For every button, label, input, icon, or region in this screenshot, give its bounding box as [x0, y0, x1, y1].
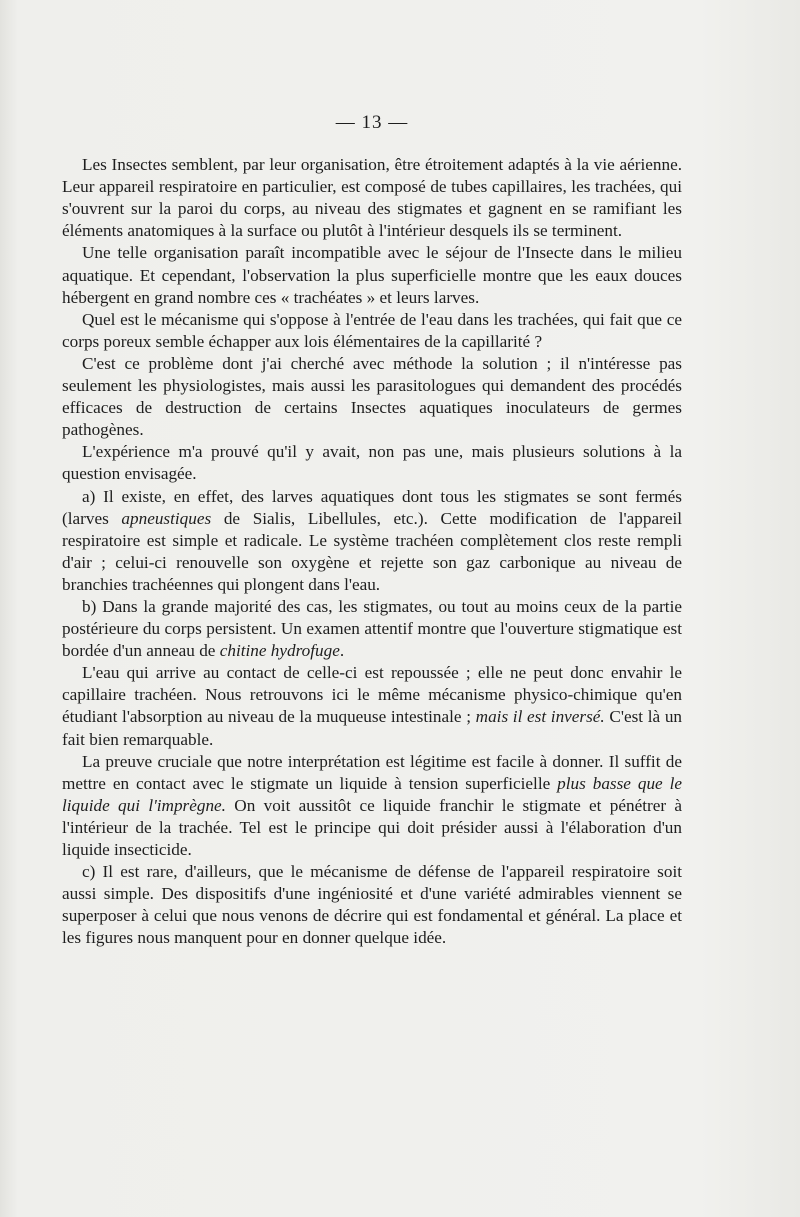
paragraph-solution-b-tail: . [339, 641, 345, 661]
paragraph-solutions: L'expérience m'a prouvé qu'il y avait, non pas une, mais plusieurs solutions à la question envisagée. [62, 442, 682, 484]
page-text [62, 112, 682, 949]
paragraph-solution-a-emphasis: apneustiques [121, 508, 212, 528]
paragraph-solution-a-lead: a) Il existe, en effet, des larves aquatiques dont tous les stigmates se sont fermés (larves [62, 486, 682, 528]
paragraph-proof-lead: La preuve cruciale que notre interprétation est légitime est facile à donner. Il suffit de mettre en contact avec le stigmate un liquide à tension superficielle [62, 751, 682, 793]
paragraph-water-repelled-lead: L'eau qui arrive au contact de celle-ci est repoussée ; elle ne peut donc envahir le capillaire trachéen. Nous retrouvons ici le même mécanisme physico-chimique qu'en étudiant l'absorption au niveau de la muqueuse intestinale ; [62, 663, 682, 727]
paragraph-proof [62, 751, 682, 861]
paragraph-proof-tail: On voit aussitôt ce liquide franchir le stigmate et pénétrer à l'intérieur de la trachée. Tel est le principe qui doit présider aussi à l'élaboration d'un liquide insecticide. [62, 795, 682, 859]
paragraph-proof-emphasis: plus basse que le liquide qui l'imprègne. [62, 773, 682, 815]
paragraph-method: C'est ce problème dont j'ai cherché avec méthode la solution ; il n'intéresse pas seulement les physiologistes, mais aussi les parasitologues qui demandent des procédés efficaces de destruction de certains Insectes aquatiques inoculateurs de germes pathogènes. [62, 353, 682, 440]
paragraph-water-repelled-tail: C'est là un fait bien remarquable. [62, 707, 683, 749]
paragraph-question: Quel est le mécanisme qui s'oppose à l'entrée de l'eau dans les trachées, qui fait que ce corps poreux semble échapper aux lois élémentaires de la capillarité ? [62, 309, 682, 351]
paragraph-aquatic-problem: Une telle organisation paraît incompatible avec le séjour de l'Insecte dans le milieu aquatique. Et cependant, l'observation la plus superficielle montre que les eaux douces hébergent en grand nombre ces « trachéates » et leurs larves. [62, 243, 682, 307]
paragraph-solution-b-emphasis: chitine hydrofuge [219, 641, 340, 661]
paragraph-solution-c: c) Il est rare, d'ailleurs, que le mécanisme de défense de l'appareil respiratoire soit aussi simple. Des dispositifs d'une ingéniosité et d'une variété admirables viennent se superposer à celui que nous venons de décrire qui est fondamental et général. La place et les figures nous manquent pour en donner quelque idée. [62, 862, 682, 948]
paragraph-solution-a [62, 486, 682, 596]
paragraph-solution-a-tail: de Sialis, Libellules, etc.). Cette modification de l'appareil respiratoire est simple et radicale. Le système trachéen complètement clos reste rempli d'air ; celui-ci renouvelle son oxygène et rejette son gaz carbonique au niveau de branchies trachéennes qui plongent dans l'eau. [62, 508, 683, 594]
paragraph-water-repelled-emphasis: mais il est inversé. [475, 707, 605, 727]
page-number: — 13 — [335, 112, 409, 133]
paragraph-water-repelled [62, 662, 682, 750]
paragraph-intro: Les Insectes semblent, par leur organisation, être étroitement adaptés à la vie aérienne. Leur appareil respiratoire en particulier, est composé de tubes capillaires, les trachées, qui s'ouvrent sur la paroi du corps, au niveau des stigmates et gagnent en se ramifiant les éléments anatomiques à la surface ou plutôt à l'intérieur desquels ils se terminent. [62, 155, 682, 241]
paragraph-solution-b [62, 596, 682, 662]
paragraph-solution-b-lead: b) Dans la grande majorité des cas, les stigmates, ou tout au moins ceux de la partie postérieure du corps persistent. Un examen attentif montre que l'ouverture stigmatique est bordée d'un anneau de [62, 596, 682, 661]
